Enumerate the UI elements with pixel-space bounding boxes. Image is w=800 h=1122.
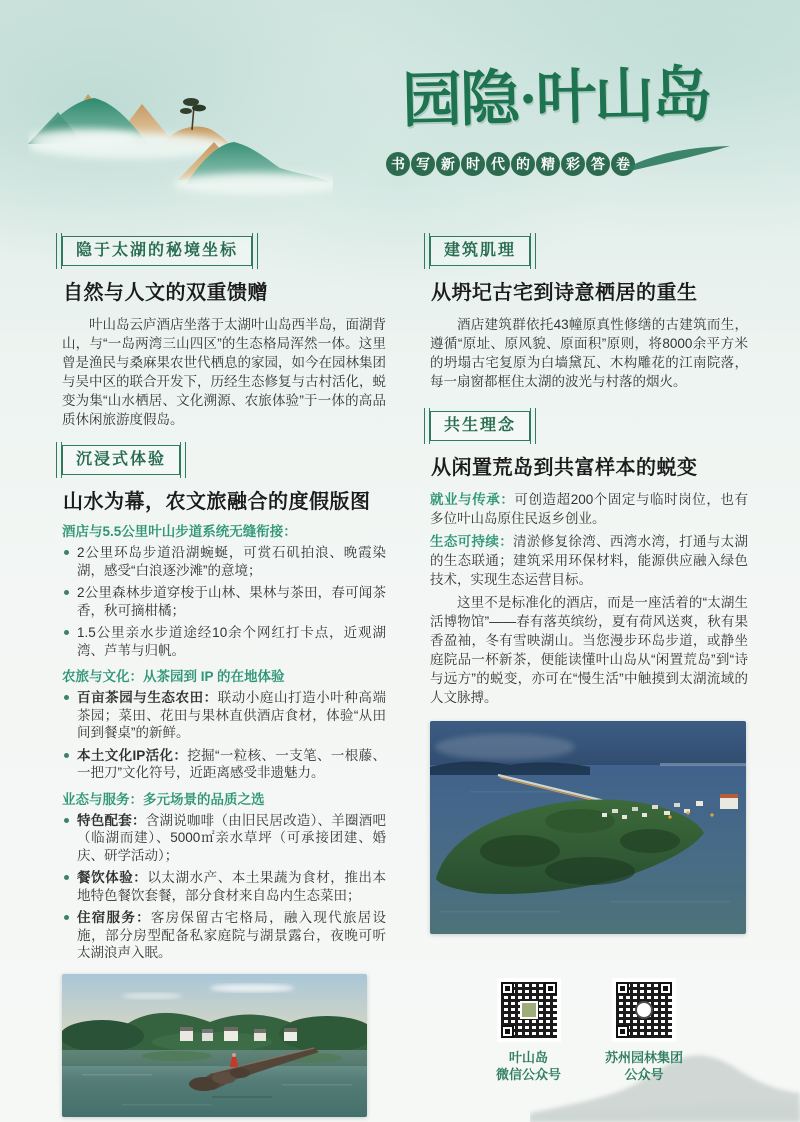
section-subtitle: 从坍圮古宅到诗意栖居的重生 [431,282,698,304]
qr-center-logo-icon [635,1001,653,1019]
qr-code-suzhou-garden-group [612,978,676,1042]
qr-code-yeshan [497,978,561,1042]
qr-pattern [616,982,672,1038]
section-experience [62,445,386,962]
subtitle-character-badge: 代 [486,152,510,176]
qr-pattern [501,982,557,1038]
page-title: 园隐·叶山岛 [401,61,711,135]
subtitle-character-badge: 书 [386,152,410,176]
qr-label: 叶山岛 微信公众号 [496,1050,562,1082]
qr-finder-icon [501,982,514,995]
lake-jetty-photo [62,974,367,1117]
section-architecture [430,236,748,391]
group-label: 业态与服务：多元场景的品质之选 [62,791,265,807]
section-location [62,236,386,429]
qr-finder-icon [616,982,629,995]
qr-finder-icon [544,982,557,995]
group-label: 农旅与文化：从茶园到 IP 的在地体验 [62,669,285,684]
brush-stroke-icon [622,142,734,174]
section-header-badge: 沉浸式体验 [62,445,180,475]
list-item: 百亩茶园与生态农田：联动小庭山打造小叶种高端茶园；菜田、花田与果林直供酒店食材，体验“从田间到餐桌”的新鲜。 [62,689,386,742]
qr-item-suzhou-garden-group [605,978,683,1083]
section-header-badge: 建筑肌理 [430,236,530,266]
list-item: 住宿服务：客房保留古宅格局，融入现代旅居设施，部分房型配备私家庭院与湖景露台，夜晚可听太湖浪声入眠。 [62,909,386,962]
subtitle-character-badge: 彩 [561,152,585,176]
list-item: 2公里森林步道穿梭于山林、果林与茶田，春可闻茶香，秋可摘柑橘； [62,584,386,619]
qr-item-yeshan [496,978,561,1083]
subtitle-character-badge: 答 [586,152,610,176]
bullet-list [62,544,386,659]
qr-finder-icon [616,1025,629,1038]
page-subtitle [386,152,635,176]
list-item: 餐饮体验：以太湖水产、本土果蔬为食材，推出本地特色餐饮套餐，部分食材来自岛内生态菜田； [62,869,386,904]
section-subtitle: 山水为幕，农文旅融合的度假版图 [63,491,371,513]
left-column [62,236,386,1117]
right-column [430,236,748,1083]
subtitle-character-badge: 精 [536,152,560,176]
section-header-badge: 共生理念 [430,411,530,441]
bullet-list [62,812,386,962]
labeled-paragraph: 生态可持续：清淤修复徐湾、西湾水湾，打通与太湖的生态联通；建筑采用环保材料，能源供应融入绿色技术，实现生态运营目标。 [430,534,749,587]
subtitle-character-badge: 卷 [611,152,635,176]
qr-code-row [496,978,748,1083]
section-body: 叶山岛云庐酒店坐落于太湖叶山岛西半岛，面湖背山，与“一岛两湾三山四区”的生态格局浑然一体。这里曾是渔民与桑麻果农世代栖息的家园，如今在园林集团与吴中区的联合开发下，历经生态修复与古村活化，蜕变为集“山水栖居、文化溯源、农旅体验”于一体的高品质休闲旅游度假岛。 [62,317,386,427]
section-subtitle: 从闲置荒岛到共富样本的蜕变 [431,457,698,479]
aerial-island-photo [430,721,746,934]
labeled-paragraph: 就业与传承：可创造超200个固定与临时岗位，也有多位叶山岛原住民返乡创业。 [430,492,748,526]
list-item: 1.5公里亲水步道途经10余个网红打卡点，近观湖湾、芦苇与归帆。 [62,624,386,659]
section-header-badge: 隐于太湖的秘境坐标 [62,236,252,266]
closing-paragraph: 这里不是标准化的酒店，而是一座活着的“太湖生活博物馆”——春有落英缤纷，夏有荷风送爽，秋有果香盈袖，冬有雪映湖山。当您漫步环岛步道，或静坐庭院品一杯新茶，便能读懂叶山岛从“闲置荒岛”到“诗与远方”的蜕变，亦可在“慢生活”中触摸到太湖流域的人文脉搏。 [430,595,748,705]
qr-label: 苏州园林集团 公众号 [605,1050,684,1082]
bullet-list [62,689,386,782]
qr-center-logo-icon [520,1001,538,1019]
qr-finder-icon [501,1025,514,1038]
mountain-illustration [28,66,333,211]
subtitle-character-badge: 时 [461,152,485,176]
qr-finder-icon [659,982,672,995]
subtitle-character-badge: 写 [411,152,435,176]
subtitle-character-badge: 的 [511,152,535,176]
list-item: 2公里环岛步道沿湖蜿蜒，可赏石矶拍浪、晚霞染湖，感受“白浪逐沙滩”的意境； [62,544,386,579]
list-item: 特色配套：含湖说咖啡（由旧民居改造）、羊圈酒吧（临湖而建）、5000㎡亲水草坪（可承接团建、婚庆、研学活动）； [62,812,386,865]
group-label: 酒店与5.5公里叶山步道系统无缝衔接： [62,524,297,539]
list-item: 本土文化IP活化：挖掘“一粒核、一支笔、一根藤、一把刀”文化符号，近距离感受非遗魅力。 [62,747,386,782]
section-subtitle: 自然与人文的双重馈赠 [63,282,268,304]
section-body: 酒店建筑群依托43幢原真性修缮的古建筑而生，遵循“原址、原风貌、原面积”原则，将8000余平方米的坍塌古宅复原为白墙黛瓦、木构雕花的江南院落，每一扇窗都框住太湖的波光与村落的烟火。 [430,317,748,389]
section-symbiosis [430,411,748,707]
subtitle-character-badge: 新 [436,152,460,176]
